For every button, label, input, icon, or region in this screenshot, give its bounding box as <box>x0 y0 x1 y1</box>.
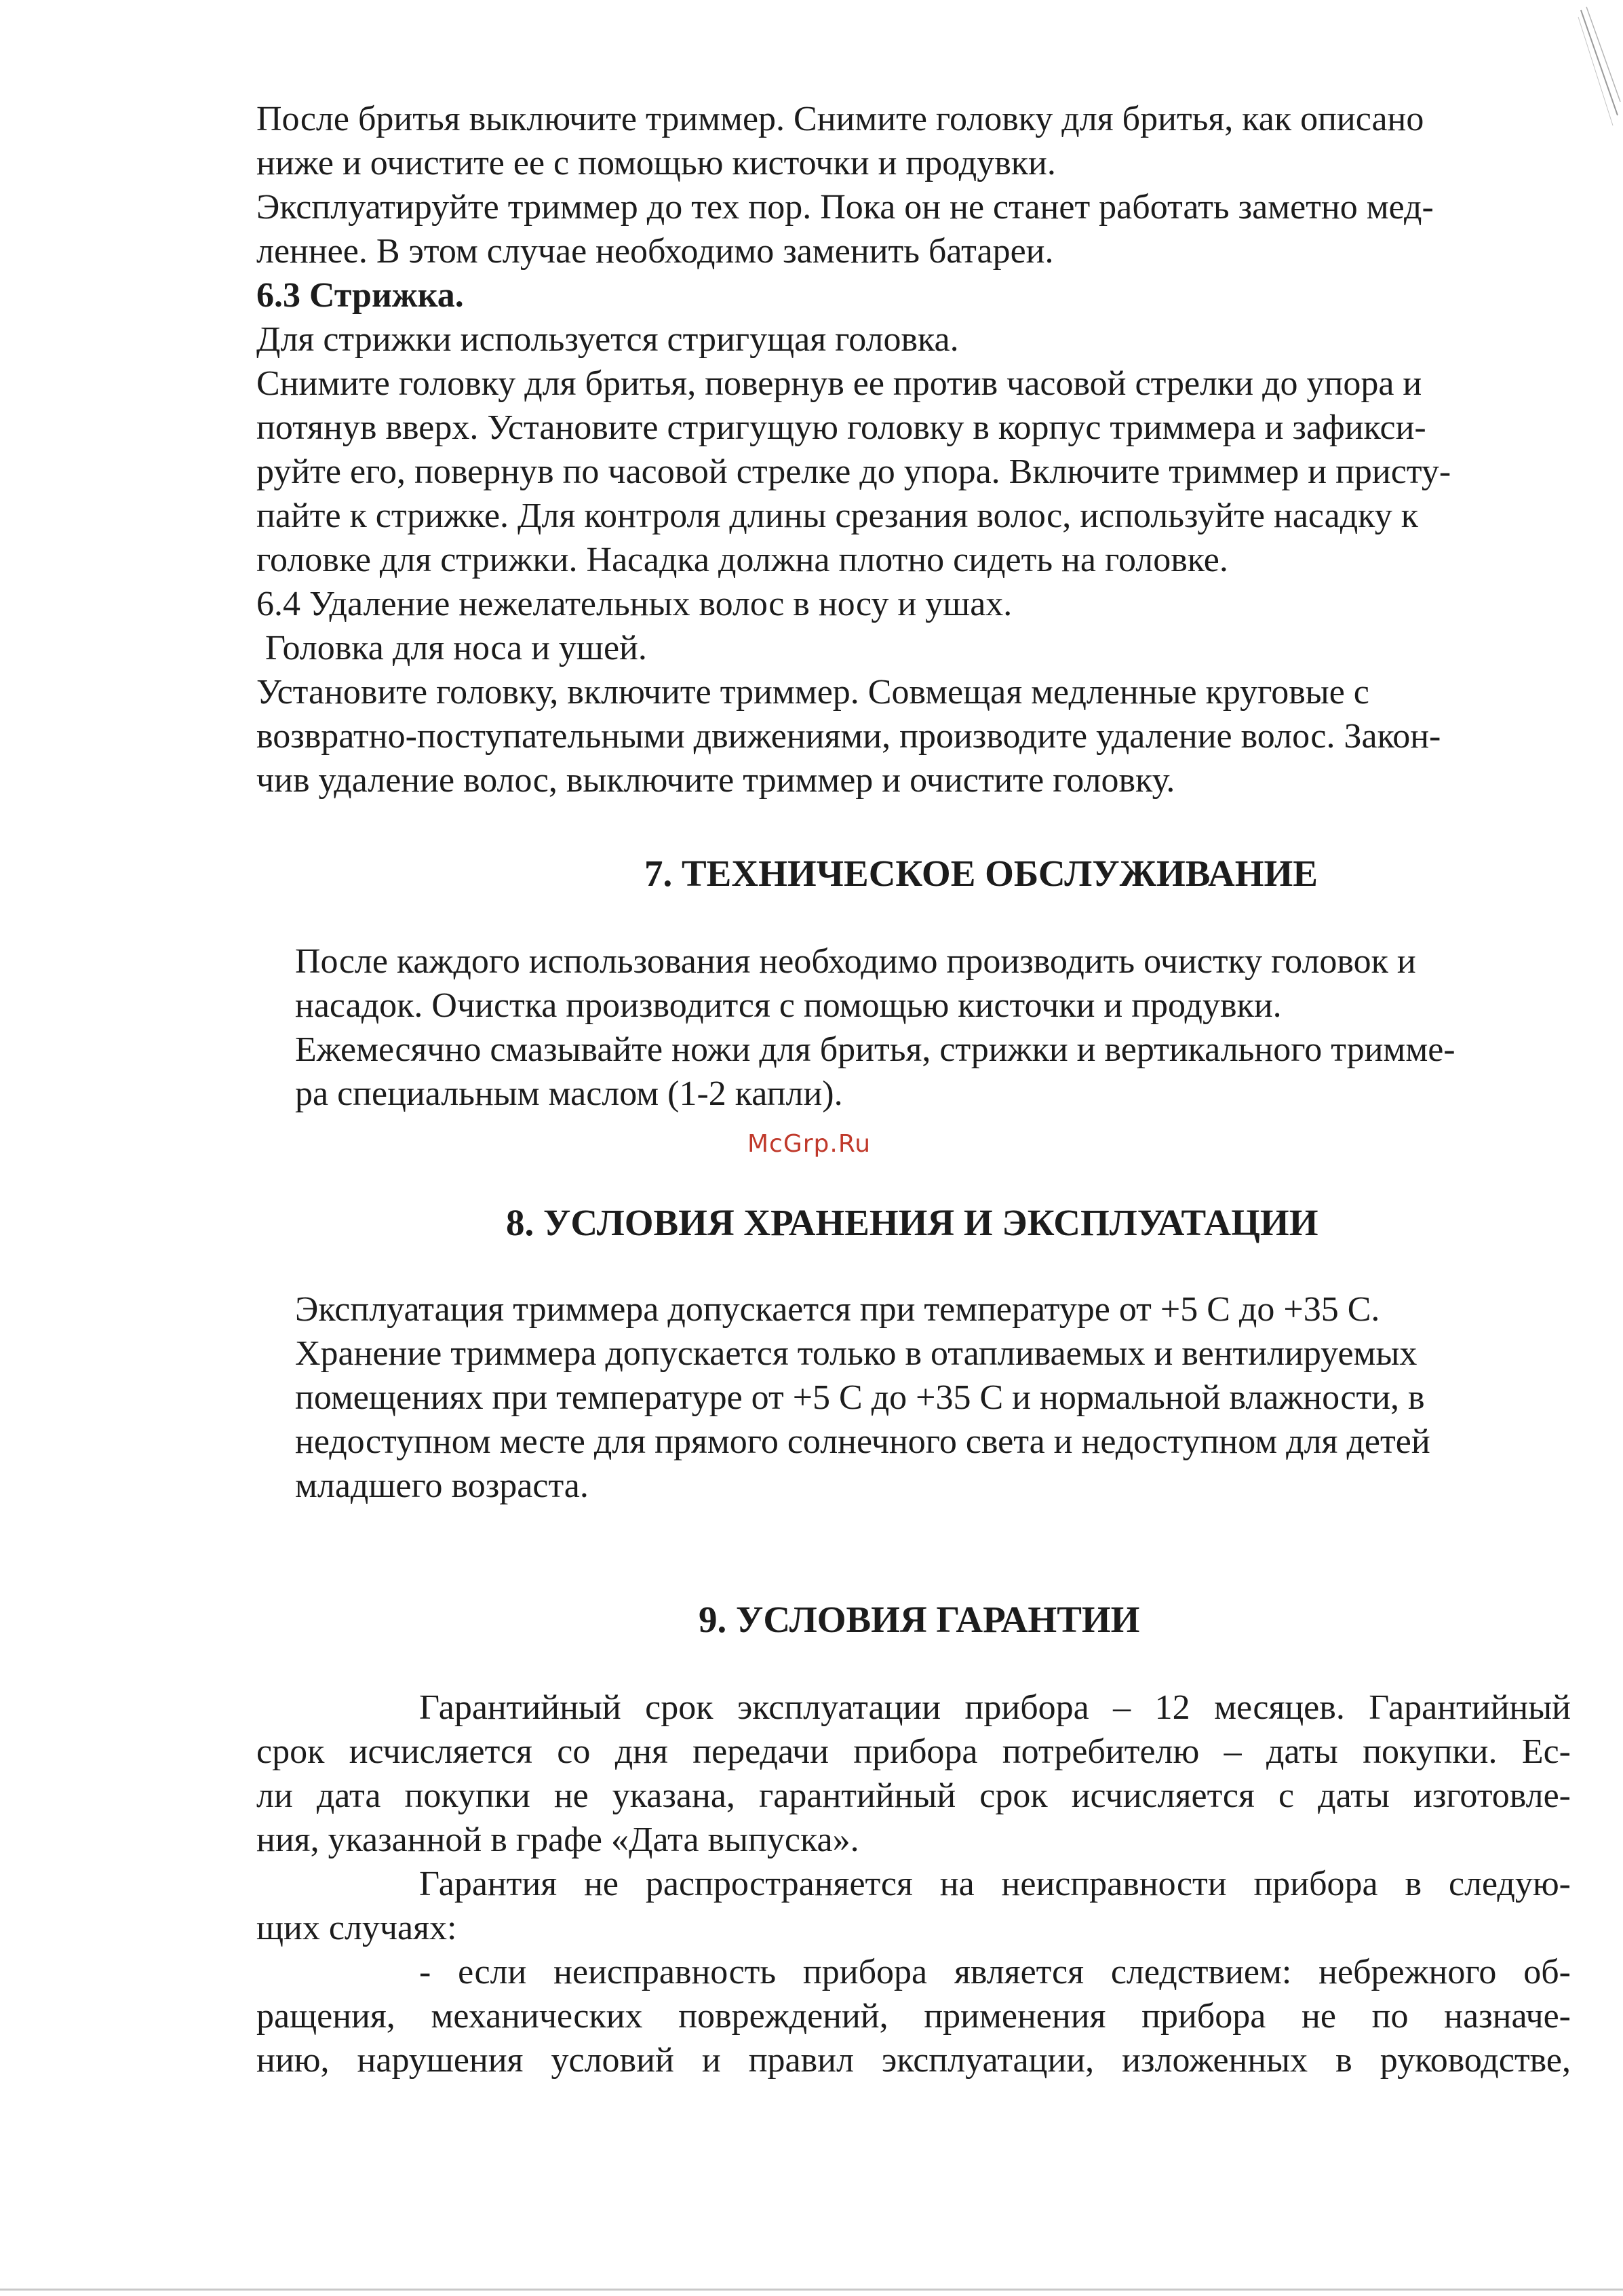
scan-bottom-edge <box>0 2289 1623 2291</box>
paragraph-line: После бритья выключите триммер. Снимите головку для бритья, как описано <box>256 100 1424 138</box>
paragraph-line: Хранение триммера допускается только в отапливаемых и вентилируемых <box>295 1334 1417 1373</box>
paragraph-line: возвратно-поступательными движениями, производите удаление волос. Закон- <box>256 717 1441 756</box>
paragraph-line: ращения, механических повреждений, применения прибора не по назначе- <box>256 1997 1571 2036</box>
paragraph-line: Эксплуатируйте триммер до тех пор. Пока он не станет работать заметно мед- <box>256 188 1434 227</box>
subheading-6-3: 6.3 Стрижка. <box>256 276 464 315</box>
paragraph-line: Ежемесячно смазывайте ножи для бритья, стрижки и вертикального тримме- <box>295 1030 1455 1069</box>
paragraph-line: потянув вверх. Установите стригущую головку в корпус триммера и зафикси- <box>256 408 1426 447</box>
section9-text <box>256 1686 1571 2082</box>
paragraph-line: руйте его, повернув по часовой стрелке до упора. Включите триммер и присту- <box>256 452 1451 491</box>
section9-title: 9. УСЛОВИЯ ГАРАНТИИ <box>699 1599 1140 1640</box>
paragraph-line: леннее. В этом случае необходимо заменить батареи. <box>256 232 1054 271</box>
paragraph-line: Гарантия не распространяется на неисправности прибора в следую- <box>419 1865 1571 1903</box>
paragraph-line: пайте к стрижке. Для контроля длины срезания волос, используйте насадку к <box>256 497 1418 535</box>
paragraph-line: ния, указанной в графе «Дата выпуска». <box>256 1821 859 1859</box>
paragraph-line: чив удаление волос, выключите триммер и очистите головку. <box>256 761 1175 800</box>
paragraph-line: головке для стрижки. Насадка должна плотно сидеть на головке. <box>256 541 1228 579</box>
watermark-text: McGrp.Ru <box>747 1130 872 1158</box>
paragraph-line: Эксплуатация триммера допускается при температуре от +5 С до +35 С. <box>295 1290 1380 1329</box>
paragraph-line: щих случаях: <box>256 1909 457 1947</box>
section8-text <box>295 1287 1430 1508</box>
paragraph-line: После каждого использования необходимо производить очистку головок и <box>295 942 1416 981</box>
paragraph-line: ли дата покупки не указана, гарантийный срок исчисляется с даты изготовле- <box>256 1776 1571 1815</box>
paragraph-line: - если неисправность прибора является следствием: небрежного об- <box>419 1953 1571 1991</box>
paragraph-line: нию, нарушения условий и правил эксплуатации, изложенных в руководстве, <box>256 2041 1571 2080</box>
paragraph-line: ра специальным маслом (1-2 капли). <box>295 1074 843 1113</box>
paragraph-line: срок исчисляется со дня передачи прибора потребителю – даты покупки. Ес- <box>256 1732 1571 1771</box>
subheading-6-4: 6.4 Удаление нежелательных волос в носу и ушах. <box>256 585 1013 623</box>
paragraph-line: Гарантийный срок эксплуатации прибора – 12 месяцев. Гарантийный <box>419 1688 1571 1727</box>
section8-title: 8. УСЛОВИЯ ХРАНЕНИЯ И ЭКСПЛУАТАЦИИ <box>506 1202 1318 1243</box>
section7-title: 7. ТЕХНИЧЕСКОЕ ОБСЛУЖИВАНИЕ <box>644 853 1318 894</box>
paragraph-line: Снимите головку для бритья, повернув ее против часовой стрелки до упора и <box>256 364 1422 403</box>
scan-artifact-icon <box>1576 0 1623 136</box>
section7-text <box>295 939 1455 1116</box>
section6-text <box>256 97 1451 802</box>
paragraph-line: недоступном месте для прямого солнечного света и недоступном для детей <box>295 1422 1430 1461</box>
paragraph-line: Для стрижки используется стригущая головка. <box>256 320 959 359</box>
paragraph-line: помещениях при температуре от +5 С до +35 С и нормальной влажности, в <box>295 1378 1425 1417</box>
paragraph-line: Головка для носа и ушей. <box>256 629 647 667</box>
paragraph-line: младшего возраста. <box>295 1466 589 1505</box>
paragraph-line: Установите головку, включите триммер. Совмещая медленные круговые с <box>256 673 1369 712</box>
paragraph-line: насадок. Очистка производится с помощью кисточки и продувки. <box>295 986 1282 1025</box>
paragraph-line: ниже и очистите ее с помощью кисточки и продувки. <box>256 144 1056 182</box>
